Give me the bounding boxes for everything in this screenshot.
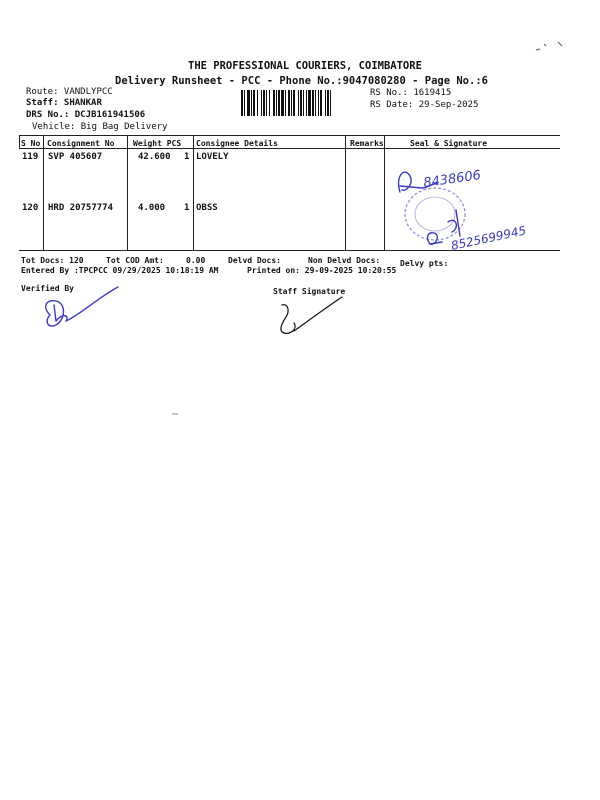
row-weight: 42.600 [138, 152, 171, 162]
printed-on: Printed on: 29-09-2025 10:20:55 [247, 266, 397, 275]
barcode-bar [325, 90, 326, 116]
barcode-bar [300, 90, 302, 116]
barcode-bar [244, 90, 245, 116]
barcode-bar [330, 90, 331, 116]
seal-stamp [390, 152, 560, 262]
barcode-bar [241, 90, 243, 116]
summary-delvd-docs: Delvd Docs: [228, 256, 281, 265]
verified-signature [36, 285, 126, 335]
entered-by: Entered By :TPCPCC 09/29/2025 10:18:19 AM [21, 266, 219, 275]
col-header-sno: S No [21, 139, 41, 148]
row-consignment: HRD 20757774 [48, 203, 114, 213]
vehicle-label: Vehicle: Big Bag Delivery [32, 122, 168, 132]
scan-mark [530, 38, 570, 58]
barcode-bar [261, 90, 262, 116]
barcode-bar [327, 90, 329, 116]
col-header-seal: Seal & Signature [410, 139, 488, 148]
scan-mark [170, 410, 182, 418]
barcode-bar [269, 90, 270, 116]
handwritten-phone-1: 8438606 [422, 168, 482, 191]
barcode-bar [257, 90, 258, 116]
row-consignment: SVP 405607 [48, 152, 103, 162]
company-title: THE PROFESSIONAL COURIERS, COIMBATORE [188, 60, 422, 72]
barcode-bar [303, 90, 304, 116]
barcode-bar [308, 90, 311, 116]
barcode-image [240, 90, 366, 116]
verified-by-label: Verified By [21, 284, 74, 293]
staff-signature-label: Staff Signature [273, 287, 346, 296]
drs-number: DRS No.: DCJB161941506 [26, 110, 146, 120]
barcode-bar [306, 90, 307, 116]
summary-tot-docs: Tot Docs: 120 [21, 256, 84, 265]
barcode-bar [312, 90, 314, 116]
summary-cod-value: 0.00 [186, 256, 206, 265]
rs-date: RS Date: 29-Sep-2025 [370, 100, 479, 110]
barcode-bar [320, 90, 322, 116]
barcode-bar [291, 90, 292, 116]
barcode-bar [315, 90, 316, 116]
runsheet-subtitle: Delivery Runsheet - PCC - Phone No.:9047080280 - Page No.:6 [115, 75, 488, 87]
barcode-bar [253, 90, 255, 116]
barcode-bar [293, 90, 295, 116]
row-sno: 120 [22, 203, 39, 213]
staff-label: Staff: SHANKAR [26, 98, 102, 108]
barcode-bar [298, 90, 299, 116]
barcode-bar [263, 90, 265, 116]
row-pcs: 1 [184, 152, 190, 162]
col-header-consignee: Consignee Details [196, 139, 278, 148]
summary-non-delvd: Non Delvd Docs: [308, 256, 381, 265]
barcode-bar [273, 90, 275, 116]
barcode-bar [288, 90, 290, 116]
summary-delvy-pts: Delvy pts: [400, 259, 449, 268]
col-header-weight-pcs: Weight PCS [133, 139, 182, 148]
barcode-bar [285, 90, 286, 116]
barcode-bar [276, 90, 277, 116]
row-weight: 4.000 [138, 203, 166, 213]
row-consignee: OBSS [196, 203, 218, 213]
row-pcs: 1 [184, 203, 190, 213]
row-consignee: LOVELY [196, 152, 229, 162]
handwritten-phone-2: 8525699945 [449, 223, 528, 253]
col-header-remarks: Remarks [350, 139, 384, 148]
row-sno: 119 [22, 152, 39, 162]
barcode-bar [247, 90, 250, 116]
barcode-bar [318, 90, 319, 116]
route-label: Route: VANDLYPCC [26, 87, 113, 97]
barcode-bar [251, 90, 252, 116]
barcode-bar [266, 90, 267, 116]
barcode-bar [281, 90, 284, 116]
col-header-consignment: Consignment No [47, 139, 115, 148]
summary-tot-cod: Tot COD Amt: [106, 256, 164, 265]
staff-signature [272, 295, 352, 340]
rs-number: RS No.: 1619415 [370, 88, 452, 98]
barcode-bar [278, 90, 280, 116]
